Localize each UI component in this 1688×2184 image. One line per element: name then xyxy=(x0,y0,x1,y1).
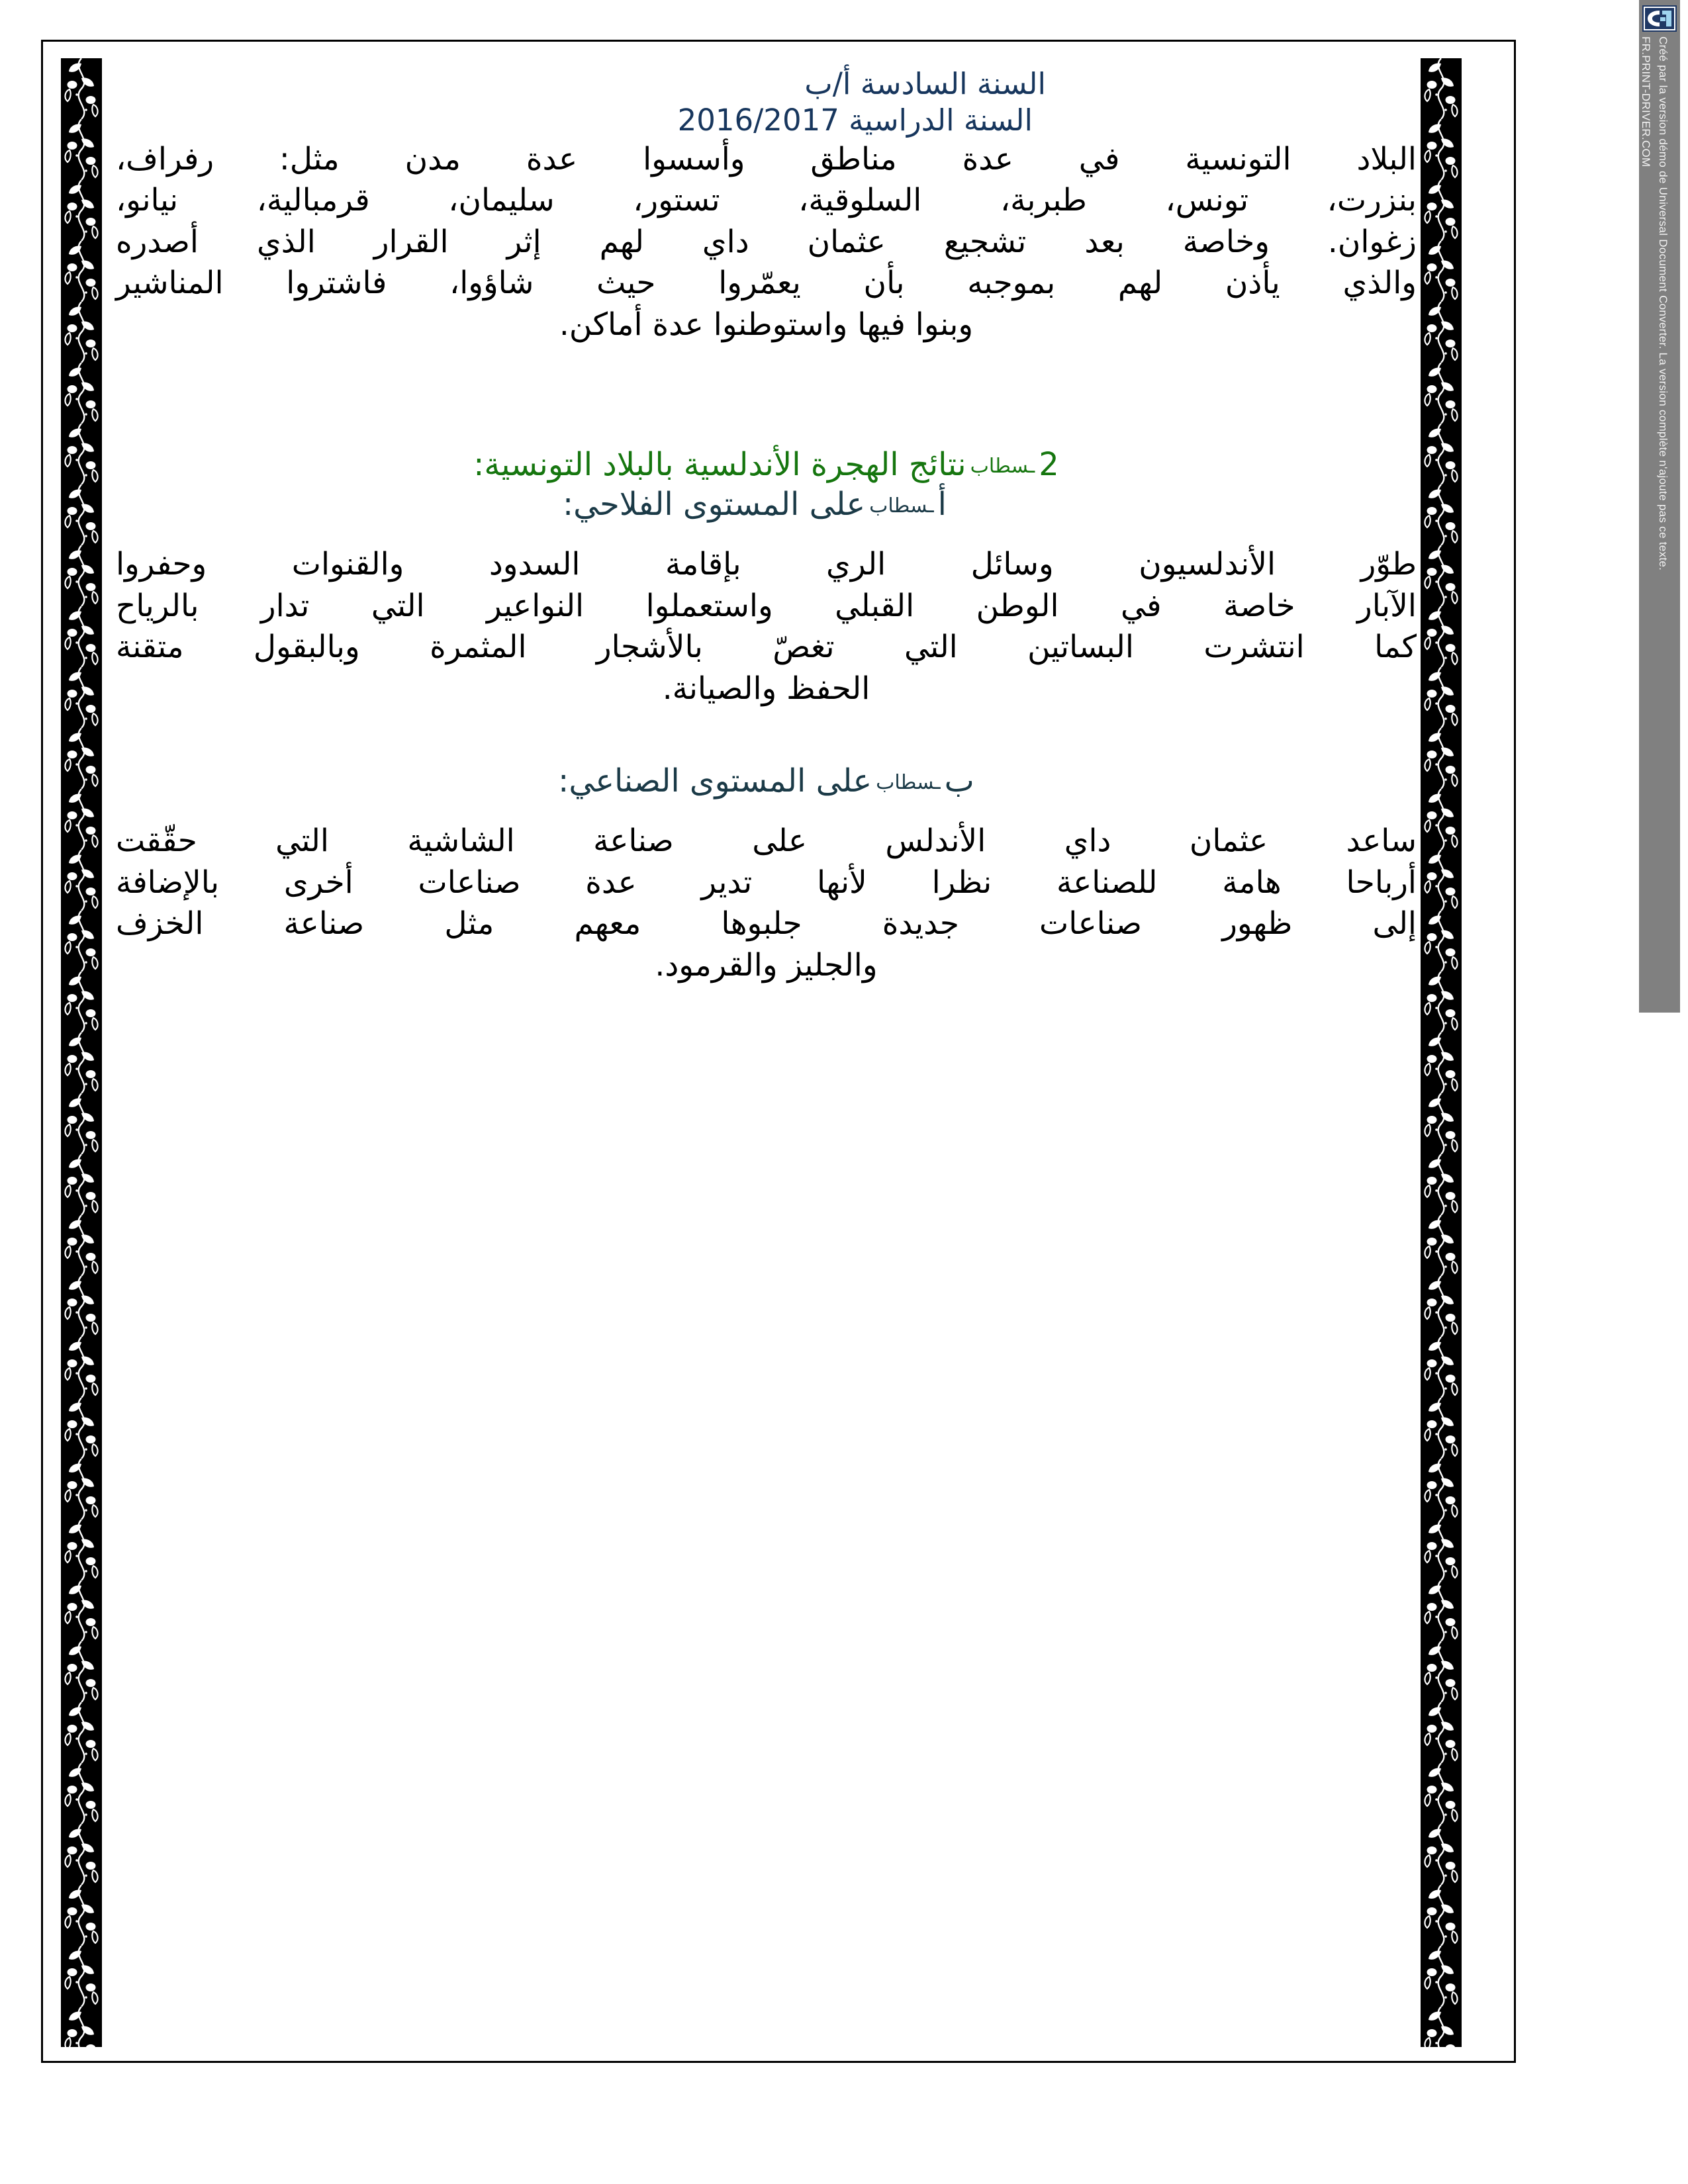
floral-vine-pattern-icon xyxy=(61,58,102,2047)
paragraph-line: كما انتشرت البساتين التي تغصّ بالأشجار المثمرة وبالبقول متقنة xyxy=(116,629,1417,666)
section-number: 2 xyxy=(1039,446,1059,484)
watermark-line-url: FR.PRINT-DRIVER.COM xyxy=(1640,36,1652,167)
page-header xyxy=(116,66,1417,139)
watermark-text-block xyxy=(1639,36,1680,1003)
spacer xyxy=(116,524,1417,544)
section-heading-text: نتائج الهجرة الأندلسية بالبلاد التونسية: xyxy=(473,446,966,484)
paragraph-line: الحفظ والصيانة. xyxy=(662,670,870,707)
paragraph-line: ساعد عثمان داي الأندلس على صناعة الشاشية التي حقّقت xyxy=(116,823,1417,860)
paragraph-line: طوّر الأندلسيون وسائل الري بإقامة السدود والقنوات وحفروا xyxy=(116,546,1417,583)
header-line-school-year: السنة الدراسية 2016/2017 xyxy=(677,102,1033,138)
floral-vine-pattern-icon xyxy=(1421,58,1462,2047)
paragraph-line: والجليز والقرمود. xyxy=(655,946,878,983)
watermark-line-primary: Créé par la version démo de Universal Document Converter. La version complète n'ajoute pas ce texte. xyxy=(1657,36,1669,571)
paragraph-line: وبنوا فيها واستوطنوا عدة أماكن. xyxy=(559,306,974,343)
document-content xyxy=(116,66,1417,986)
subsection-heading-text: على المستوى الفلاحي: xyxy=(562,486,866,523)
subsection-heading-agriculture xyxy=(116,484,1417,524)
decorative-border-left xyxy=(61,58,102,2047)
ornament-flourish-icon: ـسطاب xyxy=(970,455,1035,478)
universal-document-converter-logo-icon xyxy=(1642,5,1677,32)
section-heading-results xyxy=(116,445,1417,484)
header-line-class: السنة السادسة أ/ب xyxy=(804,66,1046,101)
subsection-heading-text: على المستوى الصناعي: xyxy=(558,762,872,800)
decorative-border-right xyxy=(1421,58,1462,2047)
agriculture-paragraph xyxy=(116,544,1417,709)
paragraph-line: البلاد التونسية في عدة مناطق وأسسوا عدة مدن مثل: رفراف، xyxy=(116,140,1417,177)
spacer xyxy=(116,709,1417,761)
ornament-flourish-icon: ـسطاب xyxy=(869,494,934,518)
paragraph-line: والذي يأذن لهم بموجبه بأن يعمّروا حيث شاؤوا، فاشتروا المناشير xyxy=(116,265,1417,302)
spacer xyxy=(116,345,1417,445)
intro-paragraph xyxy=(116,139,1417,346)
paragraph-line: أرباحا هامة للصناعة نظرا لأنها تدير عدة صناعات أخرى بالإضافة xyxy=(116,864,1417,901)
industry-paragraph xyxy=(116,821,1417,986)
subsection-marker-a: أ xyxy=(937,486,947,523)
paragraph-line: بنزرت، تونس، طبربة، السلوقية، تستور، سليمان، قرمبالية، نيانو، xyxy=(116,182,1417,219)
paragraph-line: الآبار خاصة في الوطن القبلي واستعملوا النواعير التي تدار بالرياح xyxy=(116,587,1417,624)
subsection-marker-b: ب xyxy=(944,762,974,800)
paragraph-line: إلى ظهور صناعات جديدة جلبوها معهم مثل صناعة الخزف xyxy=(116,905,1417,942)
spacer xyxy=(116,801,1417,821)
subsection-heading-industry xyxy=(116,761,1417,801)
paragraph-line: زغوان. وخاصة بعد تشجيع عثمان داي لهم إثر القرار الذي أصدره xyxy=(116,223,1417,260)
ornament-flourish-icon: ـسطاب xyxy=(876,771,941,795)
